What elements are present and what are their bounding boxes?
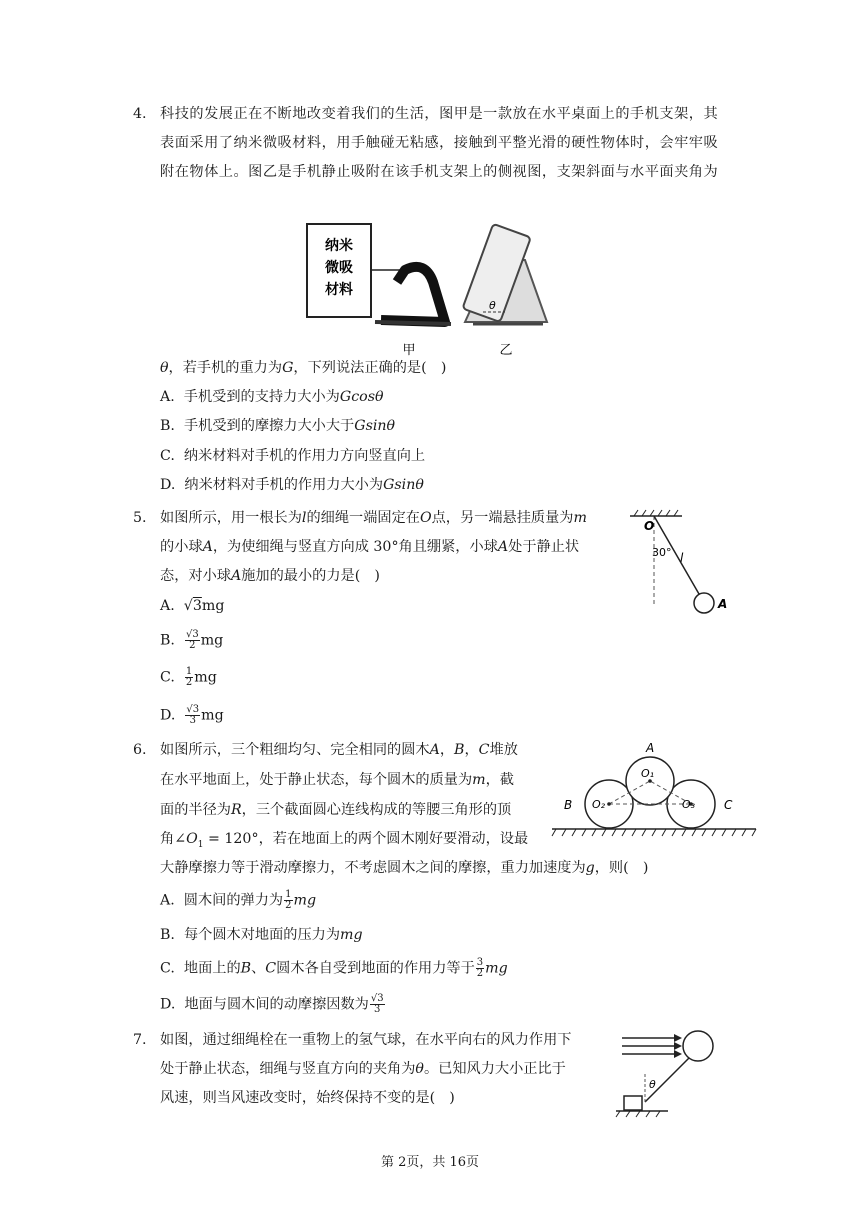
q4-number: 4. <box>133 106 147 122</box>
q6-line3: 面的半径为R，三个截面圆心连线构成的等腰三角形的顶 <box>160 802 512 818</box>
label-30deg: 30° <box>652 546 672 559</box>
q6-line2: 在水平地面上，处于静止状态，每个圆木的质量为m，截 <box>160 772 514 788</box>
label-jia: 甲 <box>402 343 416 358</box>
q5-option-b[interactable]: B. $\frac{√3}{2}$ mg <box>160 629 224 651</box>
label-A: A <box>718 597 728 611</box>
q5-line2: 的小球A，为使细绳与竖直方向成 30°角且绷紧，小球A处于静止状 <box>160 539 580 555</box>
q5-option-c[interactable]: C. $\frac{1}{2}$ mg <box>160 666 217 688</box>
balloon-figure <box>612 1026 722 1118</box>
q6-line5: 大静摩擦力等于滑动摩擦力，不考虑圆木之间的摩擦，重力加速度为g，则( ) <box>160 860 649 876</box>
label-yi: 乙 <box>499 343 513 358</box>
q4-option-d[interactable]: D. 纳米材料对手机的作用力大小为Gsinθ <box>160 477 424 493</box>
label-C: C <box>724 798 733 812</box>
q6-option-a[interactable]: A. 圆木间的弹力为 $\frac{1}{2}$ mg <box>160 889 317 911</box>
q4-line1: 科技的发展正在不断地改变着我们的生活，图甲是一款放在水平桌面上的手机支架，其 <box>160 106 719 122</box>
phone-stand-figure <box>305 222 555 360</box>
q4-option-c[interactable]: C. 纳米材料对手机的作用力方向竖直向上 <box>160 448 426 464</box>
q7-line3: 风速，则当风速改变时，始终保持不变的是( ) <box>160 1090 455 1106</box>
q6-option-b[interactable]: B. 每个圆木对地面的压力为mg <box>160 927 363 943</box>
q7-line2: 处于静止状态，细绳与竖直方向的夹角为θ。已知风力大小正比于 <box>160 1061 566 1077</box>
q4-line2: 表面采用了纳米微吸材料，用手触碰无粘感，接触到平整光滑的硬性物体时，会牢牢吸 <box>160 135 719 151</box>
q6-option-d[interactable]: D. 地面与圆木间的动摩擦因数为 $\frac{√3}{3}$ <box>160 993 384 1015</box>
label-O: O <box>644 519 655 533</box>
material-label-2: 微吸 <box>325 260 353 276</box>
label-O1: O₁ <box>641 767 655 780</box>
label-A: A <box>646 741 655 755</box>
fig-theta: θ <box>489 299 496 312</box>
q7-line1: 如图，通过细绳栓在一重物上的氢气球，在水平向右的风力作用下 <box>160 1032 572 1048</box>
q5-option-a[interactable]: A. √3mg <box>160 598 225 614</box>
q6-option-c[interactable]: C. 地面上的B、C圆木各自受到地面的作用力等于 $\frac{3}{2}$ mg <box>160 957 508 979</box>
q4-option-b[interactable]: B. 手机受到的摩擦力大小大于Gsinθ <box>160 418 396 434</box>
label-O3: O₃ <box>682 798 696 811</box>
material-label-3: 材料 <box>325 282 353 298</box>
label-B: B <box>564 798 573 812</box>
q4-line3: 附在物体上。图乙是手机静止吸附在该手机支架上的侧视图，支架斜面与水平面夹角为 <box>160 164 719 180</box>
q6-line1: 如图所示，三个粗细均匀、完全相同的圆木A，B，C堆放 <box>160 742 518 758</box>
label-O2: O₂ <box>592 798 606 811</box>
logs-figure <box>550 738 760 838</box>
q6-number: 6. <box>133 742 147 758</box>
q5-line3: 态，对小球A施加的最小的力是( ) <box>160 568 380 584</box>
q7-number: 7. <box>133 1032 147 1048</box>
q6-line4: 角$\angle O_1 = 120^\circ$，若在地面上的两个圆木刚好要滑动，设最 <box>160 831 529 850</box>
q4-stem-end: θ，若手机的重力为G，下列说法正确的是( ) <box>160 360 447 376</box>
page-footer: 第 2页，共 16页 <box>380 1155 480 1170</box>
q5-line1: 如图所示，用一根长为l的细绳一端固定在O点，另一端悬挂质量为m <box>160 510 587 526</box>
material-label-1: 纳米 <box>325 238 353 254</box>
fig-theta: θ <box>649 1078 656 1091</box>
q5-number: 5. <box>133 510 147 526</box>
q4-option-a[interactable]: A. 手机受到的支持力大小为Gcosθ <box>160 389 384 405</box>
label-l: l <box>680 551 684 565</box>
q5-option-d[interactable]: D. $\frac{√3}{3}$ mg <box>160 704 224 726</box>
pendulum-figure <box>622 508 732 616</box>
